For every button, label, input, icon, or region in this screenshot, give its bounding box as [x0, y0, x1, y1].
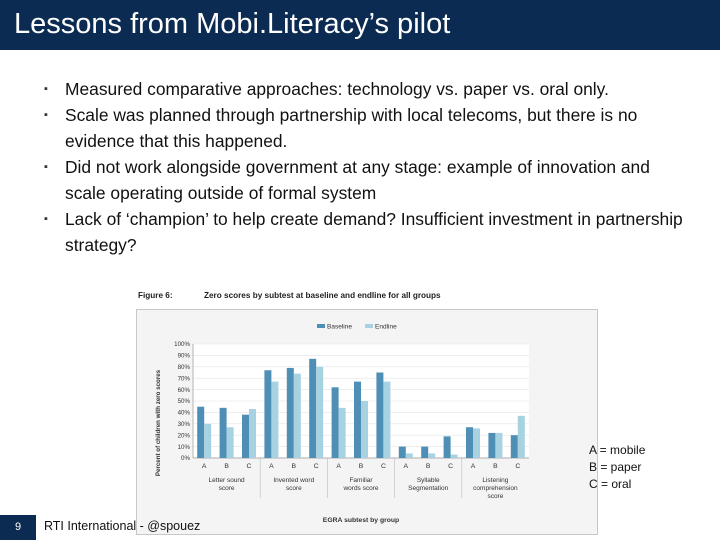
bar-baseline	[242, 415, 249, 458]
y-tick-label: 70%	[177, 375, 190, 383]
bullet-text: Did not work alongside government at any stage: example of innovation and scale operating outside of formal system	[65, 157, 650, 203]
bar-chart	[137, 310, 597, 534]
legend-swatch-baseline	[317, 324, 325, 328]
y-tick-label: 20%	[177, 432, 190, 440]
group-label	[273, 477, 314, 492]
bullet-text: Measured comparative approaches: technology vs. paper vs. oral only.	[65, 79, 609, 99]
legend-swatch-endline	[365, 324, 373, 328]
group-label-line: Segmentation	[408, 485, 449, 492]
bullet-item	[44, 206, 694, 258]
bar-baseline	[488, 433, 495, 458]
x-tick-label: A	[201, 463, 207, 470]
bullet-text: Scale was planned through partnership with local telecoms, but there is no evidence that this happened.	[65, 105, 638, 151]
group-label-line: Letter sound	[208, 477, 245, 484]
bar-baseline	[399, 447, 406, 458]
y-axis-title: Percent of children with zero scores	[155, 369, 162, 477]
bar-baseline	[264, 370, 271, 458]
bar-endline	[249, 409, 256, 458]
y-tick-label: 60%	[177, 386, 190, 394]
legend-note-line: B = paper	[589, 460, 642, 474]
slide-number: 9	[14, 521, 22, 533]
bar-baseline	[376, 373, 383, 459]
group-label	[408, 477, 448, 492]
x-tick-label: A	[336, 463, 341, 470]
y-tick-label: 50%	[177, 398, 190, 406]
bar-baseline	[309, 359, 316, 458]
x-tick-label: C	[246, 463, 252, 470]
x-tick-label: B	[224, 463, 229, 470]
bullet-icon: ▪	[44, 213, 48, 225]
group-label-line: words score	[343, 485, 379, 492]
legend-label: Baseline	[327, 323, 352, 331]
bullet-item	[44, 76, 694, 102]
figure-label: Figure 6:	[138, 291, 173, 300]
x-tick-label: C	[313, 463, 319, 470]
bar-baseline	[354, 382, 361, 458]
x-tick-label: C	[380, 463, 386, 470]
group-label-line: Familiar	[349, 477, 373, 484]
bar-baseline	[511, 435, 518, 458]
bar-baseline	[466, 427, 473, 458]
bar-endline	[518, 416, 525, 458]
bar-baseline	[332, 387, 339, 458]
y-tick-label: 10%	[177, 443, 190, 451]
bar-endline	[361, 401, 368, 458]
bar-endline	[316, 367, 323, 458]
bullet-icon: ▪	[44, 83, 48, 95]
bar-endline	[294, 374, 301, 458]
y-tick-label: 30%	[177, 421, 190, 428]
bullet-item	[44, 154, 694, 206]
y-tick-label: 0%	[181, 455, 190, 463]
group-label-line: Invented word	[273, 477, 315, 484]
group-label-line: score	[487, 493, 504, 500]
x-tick-label: B	[358, 463, 364, 470]
bar-baseline	[287, 368, 294, 458]
bar-baseline	[197, 407, 204, 458]
legend-label: Endline	[375, 323, 397, 331]
title-bar	[0, 0, 720, 50]
x-tick-label: B	[425, 463, 431, 470]
group-legend-note	[589, 442, 645, 493]
group-label-line: Listening	[482, 477, 509, 484]
y-tick-label: 90%	[177, 352, 190, 360]
chart-frame	[136, 309, 598, 535]
group-label	[342, 477, 378, 492]
bullet-text: Lack of ‘champion’ to help create demand? Insufficient investment in partnership strategy?	[65, 209, 683, 255]
y-tick-label: 100%	[174, 341, 190, 349]
bullet-icon: ▪	[44, 161, 48, 173]
bar-baseline	[444, 436, 451, 458]
group-label-line: score	[285, 485, 302, 492]
bar-endline	[383, 382, 390, 458]
group-label-line: score	[218, 485, 235, 492]
figure-panel	[134, 283, 600, 535]
bar-endline	[271, 382, 278, 458]
bar-endline	[406, 453, 413, 458]
x-axis-title: EGRA subtest by group	[322, 517, 400, 524]
y-tick-label: 40%	[177, 409, 190, 417]
group-label-line: Syllable	[416, 477, 440, 484]
bar-endline	[428, 453, 435, 458]
bar-endline	[339, 408, 346, 458]
bar-endline	[204, 424, 211, 458]
legend-note-line: C = oral	[589, 477, 632, 491]
x-tick-label: A	[403, 463, 409, 470]
bar-baseline	[220, 408, 227, 458]
bar-baseline	[421, 447, 428, 458]
x-tick-label: A	[470, 463, 476, 470]
x-tick-label: C	[448, 463, 454, 470]
footer-text: RTI International - @spouez	[44, 519, 201, 533]
x-tick-label: C	[515, 463, 521, 470]
y-tick-label: 80%	[177, 364, 190, 371]
x-tick-label: A	[269, 463, 274, 470]
group-label-line: comprehension	[473, 485, 518, 492]
x-tick-label: B	[291, 463, 297, 470]
legend-note-line: A = mobile	[589, 443, 646, 457]
bar-endline	[495, 433, 502, 458]
x-tick-label: B	[493, 463, 498, 470]
bullet-list	[44, 76, 694, 258]
bar-endline	[227, 427, 234, 458]
slide-title: Lessons from Mobi.Literacy’s pilot	[14, 8, 451, 40]
chart-title: Zero scores by subtest at baseline and endline for all groups	[204, 291, 441, 300]
bullet-item	[44, 102, 694, 154]
bullet-icon: ▪	[44, 109, 48, 121]
group-label	[209, 477, 246, 492]
bar-endline	[451, 455, 458, 458]
bar-endline	[473, 428, 480, 458]
group-label	[473, 477, 518, 500]
